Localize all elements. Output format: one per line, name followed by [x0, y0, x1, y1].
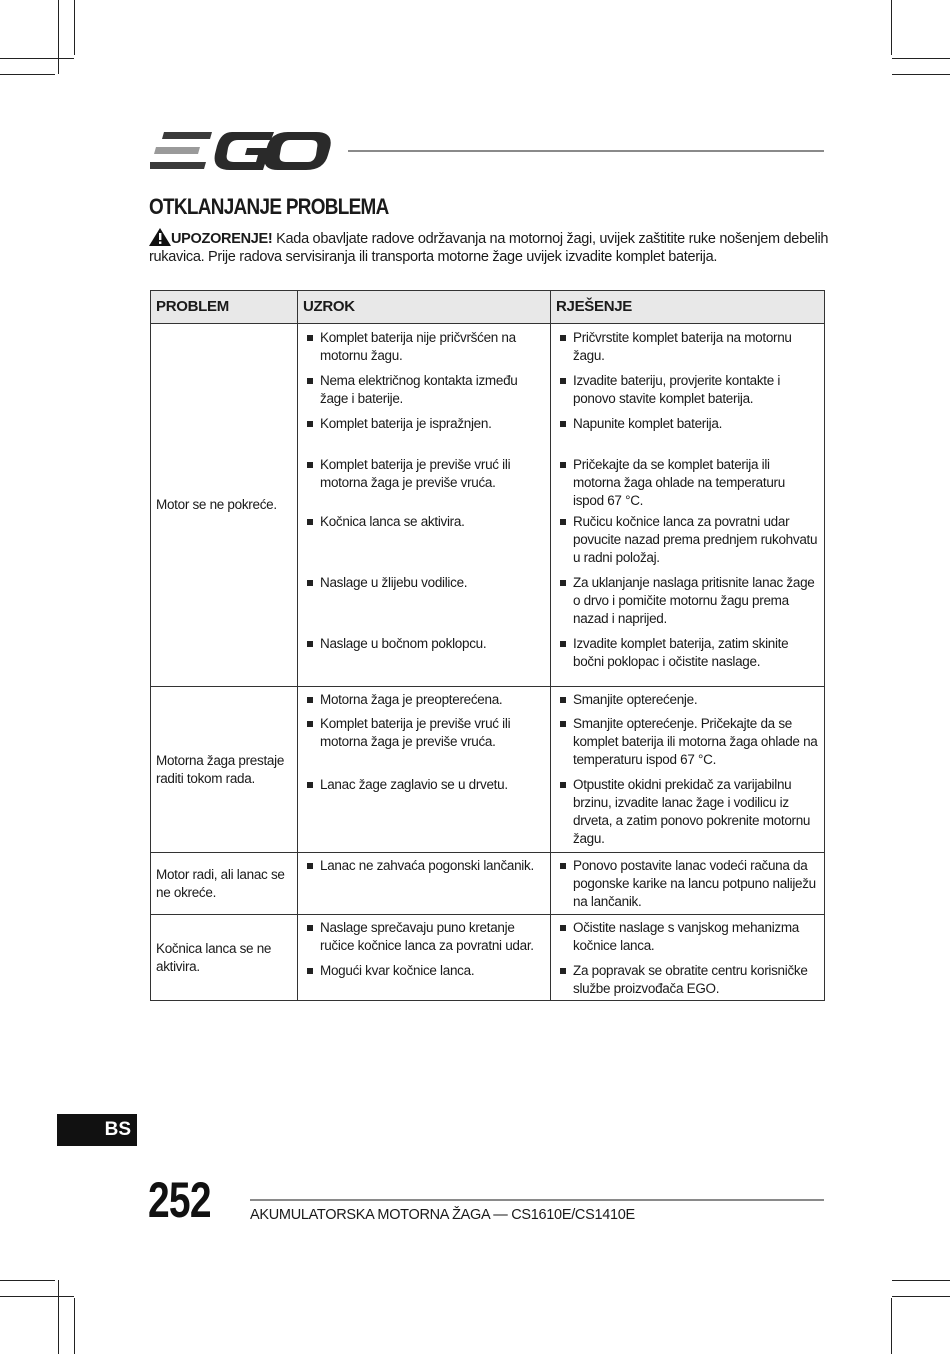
footer-rule — [250, 1199, 824, 1201]
crop-mark — [74, 1298, 75, 1354]
table-row — [151, 853, 825, 915]
cause-cell — [298, 687, 551, 853]
list-item: Lanac žage zaglavio se u drvetu. — [298, 776, 550, 794]
ego-logo — [150, 128, 332, 174]
warning-text: Kada obavljate radove održavanja na motornoj žagi, uvijek zaštitite ruke nošenjem debelih rukavica. Prije radova servisiranja ili transporta motorne žage uvijek izvadite komplet baterija. — [149, 231, 829, 265]
problem-cell: Motor se ne pokreće. — [151, 324, 298, 687]
list-item: Smanjite opterećenje. — [551, 691, 824, 709]
list-item: Kočnica lanca se aktivira. — [298, 513, 550, 531]
table-header-row — [151, 291, 825, 324]
table-row — [151, 687, 825, 853]
problem-cell: Kočnica lanca se ne aktivira. — [151, 915, 298, 1001]
cause-cell — [298, 324, 551, 687]
column-header-cause: UZROK — [298, 291, 551, 324]
ego-logo-mark — [150, 128, 332, 174]
page-number: 252 — [148, 1172, 211, 1228]
crop-mark — [0, 1280, 55, 1281]
header-rule — [348, 150, 824, 152]
crop-mark — [892, 1296, 950, 1297]
crop-mark — [892, 58, 950, 59]
list-item: Za uklanjanje naslaga pritisnite lanac žage o drvo i pomičite motornu žagu prema nazad i naprijed. — [551, 574, 824, 628]
solution-cell — [551, 853, 825, 915]
table-row — [151, 915, 825, 1001]
solution-cell — [551, 915, 825, 1001]
crop-mark — [892, 74, 950, 75]
list-item: Pričvrstite komplet baterija na motornu žagu. — [551, 329, 824, 365]
list-item: Pričekajte da se komplet baterija ili motorna žaga ohlade na temperaturu ispod 67 °C. — [551, 456, 824, 510]
cause-cell — [298, 853, 551, 915]
list-item: Očistite naslage s vanjskog mehanizma kočnice lanca. — [551, 919, 824, 955]
cause-cell — [298, 915, 551, 1001]
list-item: Komplet baterija je ispražnjen. — [298, 415, 550, 433]
warning-triangle-icon — [149, 228, 171, 246]
list-item: Izvadite bateriju, provjerite kontakte i ponovo stavite komplet baterija. — [551, 372, 824, 408]
problem-cell: Motor radi, ali lanac se ne okreće. — [151, 853, 298, 915]
crop-mark — [58, 0, 59, 74]
list-item: Za popravak se obratite centru korisničke službe proizvođača EGO. — [551, 962, 824, 998]
list-item: Naslage sprečavaju puno kretanje ručice kočnice lanca za povratni udar. — [298, 919, 550, 955]
table-row — [151, 324, 825, 687]
list-item: Otpustite okidni prekidač za varijabilnu brzinu, izvadite lanac žage i vodilicu iz drveta, a zatim ponovo pokrenite motornu žagu. — [551, 776, 824, 848]
footer-text: AKUMULATORSKA MOTORNA ŽAGA — CS1610E/CS1410E — [250, 1207, 635, 1223]
list-item: Lanac ne zahvaća pogonski lančanik. — [298, 857, 550, 875]
list-item: Komplet baterija nije pričvršćen na motornu žagu. — [298, 329, 550, 365]
solution-cell — [551, 324, 825, 687]
list-item: Smanjite opterećenje. Pričekajte da se komplet baterija ili motorna žaga ohlade na temperaturu ispod 67 °C. — [551, 715, 824, 769]
list-item: Ponovo postavite lanac vodeći računa da pogonske karike na lancu potpuno naliježu na lančanik. — [551, 857, 824, 911]
crop-mark — [58, 1280, 59, 1354]
list-item: Nema električnog kontakta između žage i baterije. — [298, 372, 550, 408]
list-item: Mogući kvar kočnice lanca. — [298, 962, 550, 980]
column-header-solution: RJEŠENJE — [551, 291, 825, 324]
crop-mark — [0, 74, 55, 75]
list-item: Izvadite komplet baterija, zatim skinite bočni poklopac i očistite naslage. — [551, 635, 824, 671]
crop-mark — [891, 0, 892, 55]
list-item: Ručicu kočnice lanca za povratni udar povucite nazad prema prednjem rukohvatu u radni položaj. — [551, 513, 824, 567]
troubleshooting-table — [150, 290, 825, 1001]
crop-mark — [0, 1296, 74, 1297]
problem-cell: Motorna žaga prestaje raditi tokom rada. — [151, 687, 298, 853]
warning-label: UPOZORENJE! — [171, 231, 273, 247]
list-item: Komplet baterija je previše vruć ili motorna žaga je previše vruća. — [298, 715, 550, 751]
crop-mark — [74, 0, 75, 55]
list-item: Komplet baterija je previše vruć ili motorna žaga je previše vruća. — [298, 456, 550, 492]
list-item: Naslage u bočnom poklopcu. — [298, 635, 550, 653]
language-tab: BS — [57, 1114, 137, 1146]
warning-notice — [149, 228, 829, 266]
solution-cell — [551, 687, 825, 853]
column-header-problem: PROBLEM — [151, 291, 298, 324]
page-title: OTKLANJANJE PROBLEMA — [149, 194, 389, 219]
list-item: Motorna žaga je preopterećena. — [298, 691, 550, 709]
crop-mark — [891, 1298, 892, 1354]
list-item: Napunite komplet baterija. — [551, 415, 824, 433]
crop-mark — [892, 1280, 950, 1281]
list-item: Naslage u žlijebu vodilice. — [298, 574, 550, 592]
crop-mark — [0, 58, 74, 59]
